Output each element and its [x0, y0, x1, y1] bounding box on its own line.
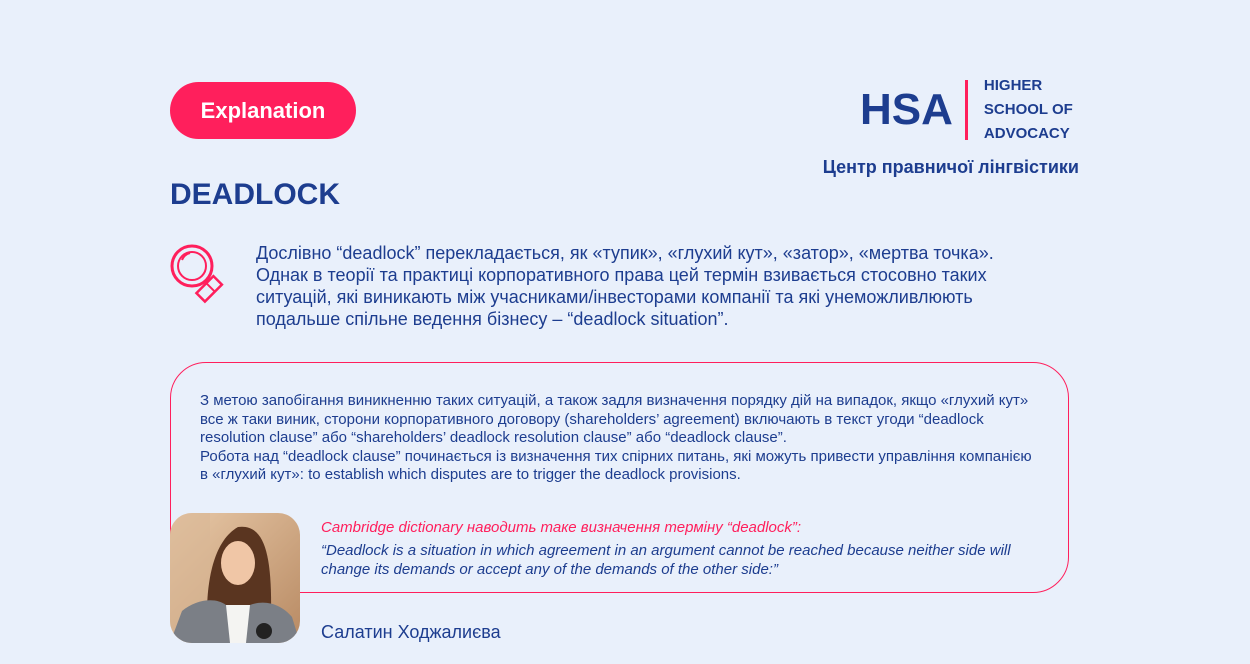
- hsa-logo: [860, 78, 1073, 142]
- logo-line-1: HIGHER: [983, 77, 1043, 94]
- author-photo: [170, 513, 300, 643]
- logo-acronym: HSA: [860, 85, 953, 134]
- author-name: Салатин Ходжалиєва: [321, 622, 501, 642]
- logo-line-2: SCHOOL OF: [983, 101, 1073, 118]
- logo-divider: [965, 80, 968, 140]
- magnifier-icon: [168, 242, 232, 306]
- intro-paragraph: Дослівно “deadlock” перекладається, як «тупик», «глухий кут», «затор», «мертва точка». Однак в теорії та практиці корпоративного права цей термін взивається стосовно таких ситуацій, які виникають між учасниками/інвесторами компанії та які унеможливлюють подальше спільне ведення бізнесу – “deadlock situation”.: [256, 243, 994, 329]
- card-paragraph-2: Робота над “deadlock clause” починається із визначення тих спірних питань, які можуть привести управління компанією в «глухий кут»: to establish which disputes are to trigger the deadlock provisions.: [200, 447, 1032, 483]
- explanation-badge: Explanation: [170, 82, 356, 139]
- dictionary-quote: “Deadlock is a situation in which agreement in an argument cannot be reached because neither side will change its demands or accept any of the demands of the other side:”: [321, 542, 1011, 578]
- dictionary-label: Cambridge dictionary наводить таке визначення терміну “deadlock”:: [321, 519, 802, 536]
- center-name: Центр правничої лінгвістики: [822, 157, 1079, 177]
- logo-line-3: ADVOCACY: [983, 125, 1070, 142]
- card-text: [200, 392, 1040, 485]
- logo-words: [984, 74, 1073, 146]
- card-paragraph-1: З метою запобігання виникненню таких ситуацій, а також задля визначення порядку дій на випадок, якщо «глухий кут» все ж таки виник, сторони корпоративного договору (shareholders’ agreement) включають в текст угоди “deadlock resolution clause” або “shareholders’ deadlock resolution clause” або “deadlock clause”.: [200, 392, 1029, 446]
- page-title: DEADLOCK: [170, 178, 340, 211]
